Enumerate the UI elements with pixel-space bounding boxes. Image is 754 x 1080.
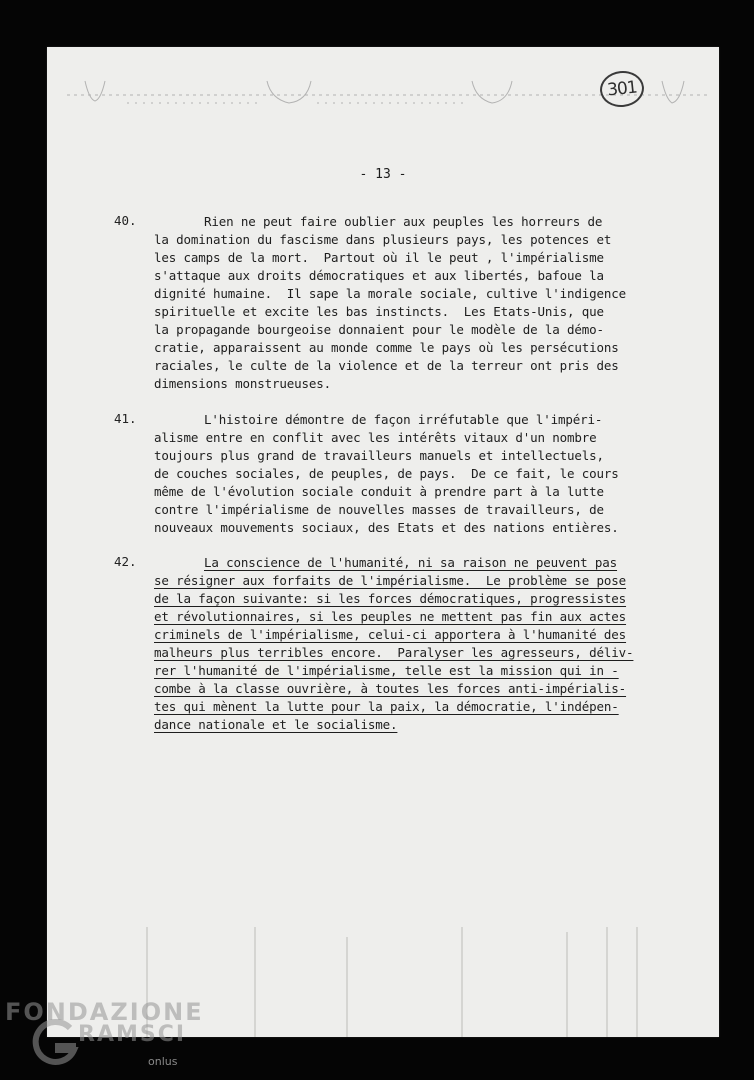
text-line: la domination du fascisme dans plusieurs pays, les potences et <box>154 232 612 247</box>
text-line: malheurs plus terribles encore. Paralyser les agresseurs, déliv- <box>154 645 634 660</box>
text-line: criminels de l'impérialisme, celui-ci apportera à l'humanité des <box>154 627 627 642</box>
paragraph-number: 40. <box>114 213 137 228</box>
text-line: dignité humaine. Il sape la morale sociale, cultive l'indigence <box>154 286 627 301</box>
text-line: toujours plus grand de travailleurs manuels et intellectuels, <box>154 448 604 463</box>
text-line: La conscience de l'humanité, ni sa raison ne peuvent pas <box>204 555 618 570</box>
text-line: L'histoire démontre de façon irréfutable que l'impéri- <box>204 412 603 427</box>
page-number: - 13 - <box>359 167 407 182</box>
text-line: combe à la classe ouvrière, à toutes les forces anti-impérialis- <box>154 681 627 696</box>
paragraph-body <box>154 411 624 537</box>
text-line: même de l'évolution sociale conduit à prendre part à la lutte <box>154 484 604 499</box>
text-line: spirituelle et excite les bas instincts. Les Etats-Unis, que <box>154 304 604 319</box>
text-line: dimensions monstrueuses. <box>154 376 332 391</box>
text-line: se résigner aux forfaits de l'impérialisme. Le problème se pose <box>154 573 627 588</box>
text-line: de couches sociales, de peuples, de pays. De ce fait, le cours <box>154 466 619 481</box>
text-line: de la façon suivante: si les forces démocratiques, progressistes <box>154 591 627 606</box>
text-line: tes qui mènent la lutte pour la paix, la démocratie, l'indépen- <box>154 699 619 714</box>
text-line: alisme entre en conflit avec les intérêts vitaux d'un nombre <box>154 430 597 445</box>
text-line: dance nationale et le socialisme. <box>154 717 398 732</box>
text-line: raciales, le culte de la violence et de la terreur ont pris des <box>154 358 619 373</box>
text-line: nouveaux mouvements sociaux, des Etats et des nations entières. <box>154 520 619 535</box>
paragraph-body <box>154 554 634 734</box>
gramsci-logo-g-icon <box>30 1018 80 1070</box>
text-line: la propagande bourgeoise donnaient pour le modèle de la démo- <box>154 322 604 337</box>
paragraph-number: 42. <box>114 554 137 569</box>
text-line: s'attaque aux droits démocratiques et aux libertés, bafoue la <box>154 268 604 283</box>
watermark-title: FONDAZIONE <box>5 998 204 1026</box>
text-line: contre l'impérialisme de nouvelles masses de travailleurs, de <box>154 502 604 517</box>
paragraph-body <box>154 213 627 393</box>
text-line: Rien ne peut faire oublier aux peuples les horreurs de <box>204 214 603 229</box>
watermark-subtitle: RAMSCI <box>78 1022 187 1047</box>
watermark-onlus: onlus <box>148 1055 178 1068</box>
document-page <box>47 47 719 1037</box>
text-line: les camps de la mort. Partout où il le peut , l'impérialisme <box>154 250 604 265</box>
text-line: et révolutionnaires, si les peuples ne mettent pas fin aux actes <box>154 609 627 624</box>
archive-stamp-number: 301 <box>598 69 646 109</box>
paragraph-number: 41. <box>114 411 137 426</box>
text-line: rer l'humanité de l'impérialisme, telle est la mission qui in - <box>154 663 619 678</box>
text-line: cratie, apparaissent au monde comme le pays où les persécutions <box>154 340 619 355</box>
